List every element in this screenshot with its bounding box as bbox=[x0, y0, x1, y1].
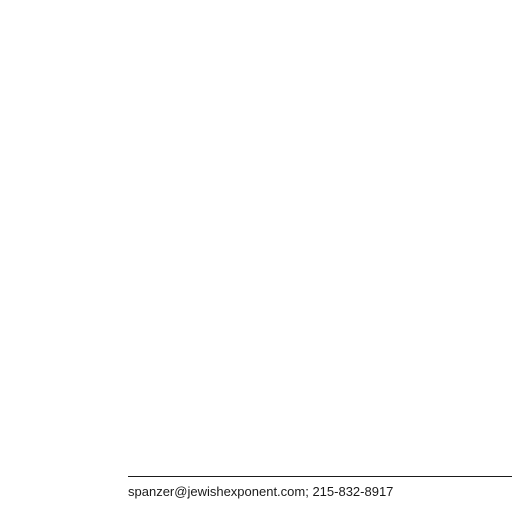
author-contact: spanzer@jewishexponent.com; 215-832-8917 bbox=[128, 484, 394, 499]
footer-divider bbox=[128, 476, 512, 477]
